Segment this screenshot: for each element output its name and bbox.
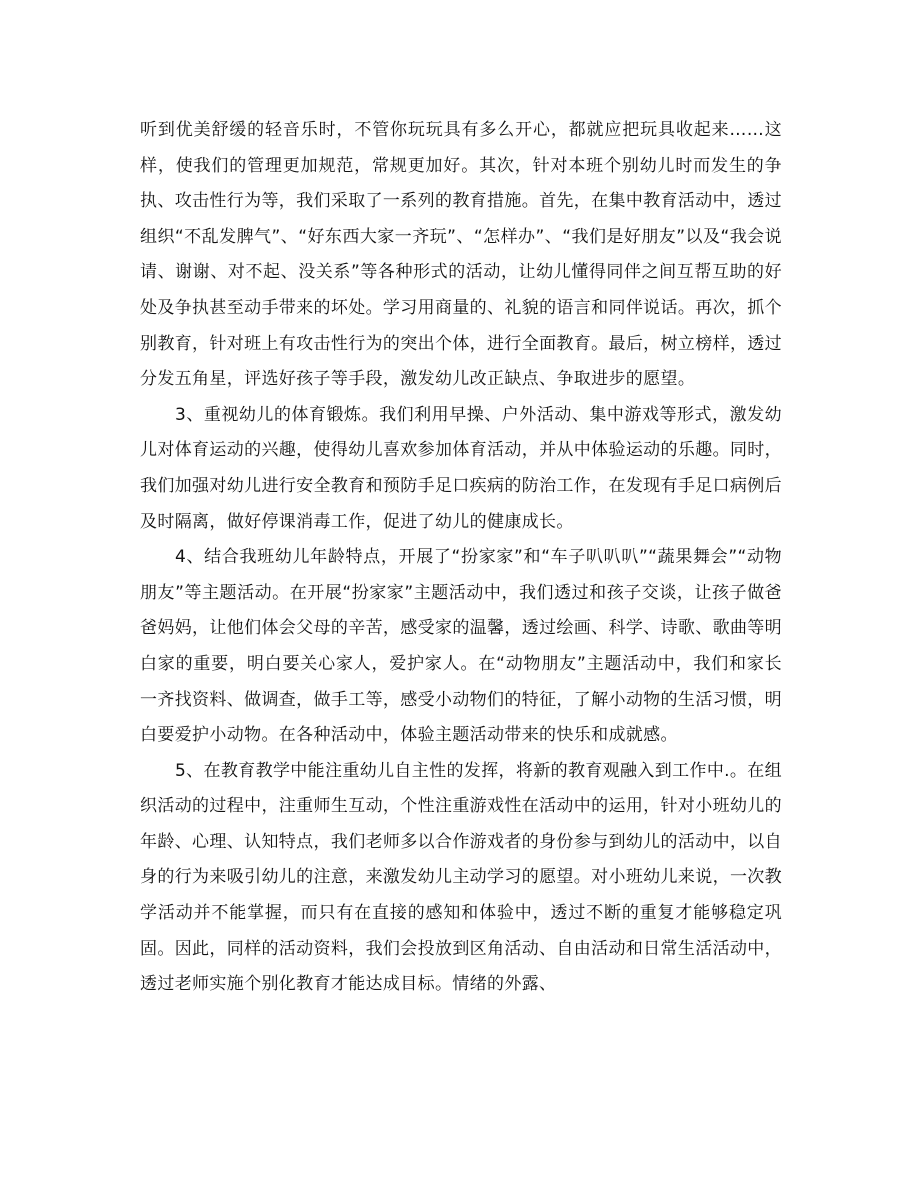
paragraph-4: 5、在教育教学中能注重幼儿自主性的发挥，将新的教育观融入到工作中.。在组织活动的过程中，注重师生互动，个性注重游戏性在活动中的运用，针对小班幼儿的年龄、心理、认知特点，我们老师多以合作游戏者的身份参与到幼儿的活动中，以自身的行为来吸引幼儿的注意，来激发幼儿主动学习的愿望。对小班幼儿来说，一次教学活动并不能掌握，而只有在直接的感知和体验中，透过不断的重复才能够稳定巩固。因此，同样的活动资料，我们会投放到区角活动、自由活动和日常生活活动中，透过老师实施个别化教育才能达成目标。情绪的外露、 [140, 760, 782, 995]
paragraph-2: 3、重视幼儿的体育锻炼。我们利用早操、户外活动、集中游戏等形式，激发幼儿对体育运动的兴趣，使得幼儿喜欢参加体育活动，并从中体验运动的乐趣。同时，我们加强对幼儿进行安全教育和预防手足口疾病的防治工作，在发现有手足口病例后及时隔离，做好停课消毒工作，促进了幼儿的健康成长。 [140, 404, 782, 532]
paragraph-3: 4、结合我班幼儿年龄特点，开展了“扮家家”和“车子叭叭叭”“蔬果舞会”“动物朋友”等主题活动。在开展“扮家家”主题活动中，我们透过和孩子交谈，让孩子做爸爸妈妈，让他们体会父母的辛苦，感受家的温馨，透过绘画、科学、诗歌、歌曲等明白家的重要，明白要关心家人，爱护家人。在“动物朋友”主题活动中，我们和家长一齐找资料、做调查，做手工等，感受小动物们的特征，了解小动物的生活习惯，明白要爱护小动物。在各种活动中，体验主题活动带来的快乐和成就感。 [140, 547, 782, 746]
document-body [140, 113, 782, 1003]
paragraph-1: 听到优美舒缓的轻音乐时，不管你玩玩具有多么开心，都就应把玩具收起来……这样，使我们的管理更加规范，常规更加好。其次，针对本班个别幼儿时而发生的争执、攻击性行为等，我们采取了一系列的教育措施。首先，在集中教育活动中，透过组织“不乱发脾气”、“好东西大家一齐玩”、“怎样办”、“我们是好朋友”以及“我会说请、谢谢、对不起、没关系”等各种形式的活动，让幼儿懂得同伴之间互帮互助的好处及争执甚至动手带来的坏处。学习用商量的、礼貌的语言和同伴说话。再次，抓个别教育，针对班上有攻击性行为的突出个体，进行全面教育。最后，树立榜样，透过分发五角星，评选好孩子等手段，激发幼儿改正缺点、争取进步的愿望。 [140, 120, 782, 390]
